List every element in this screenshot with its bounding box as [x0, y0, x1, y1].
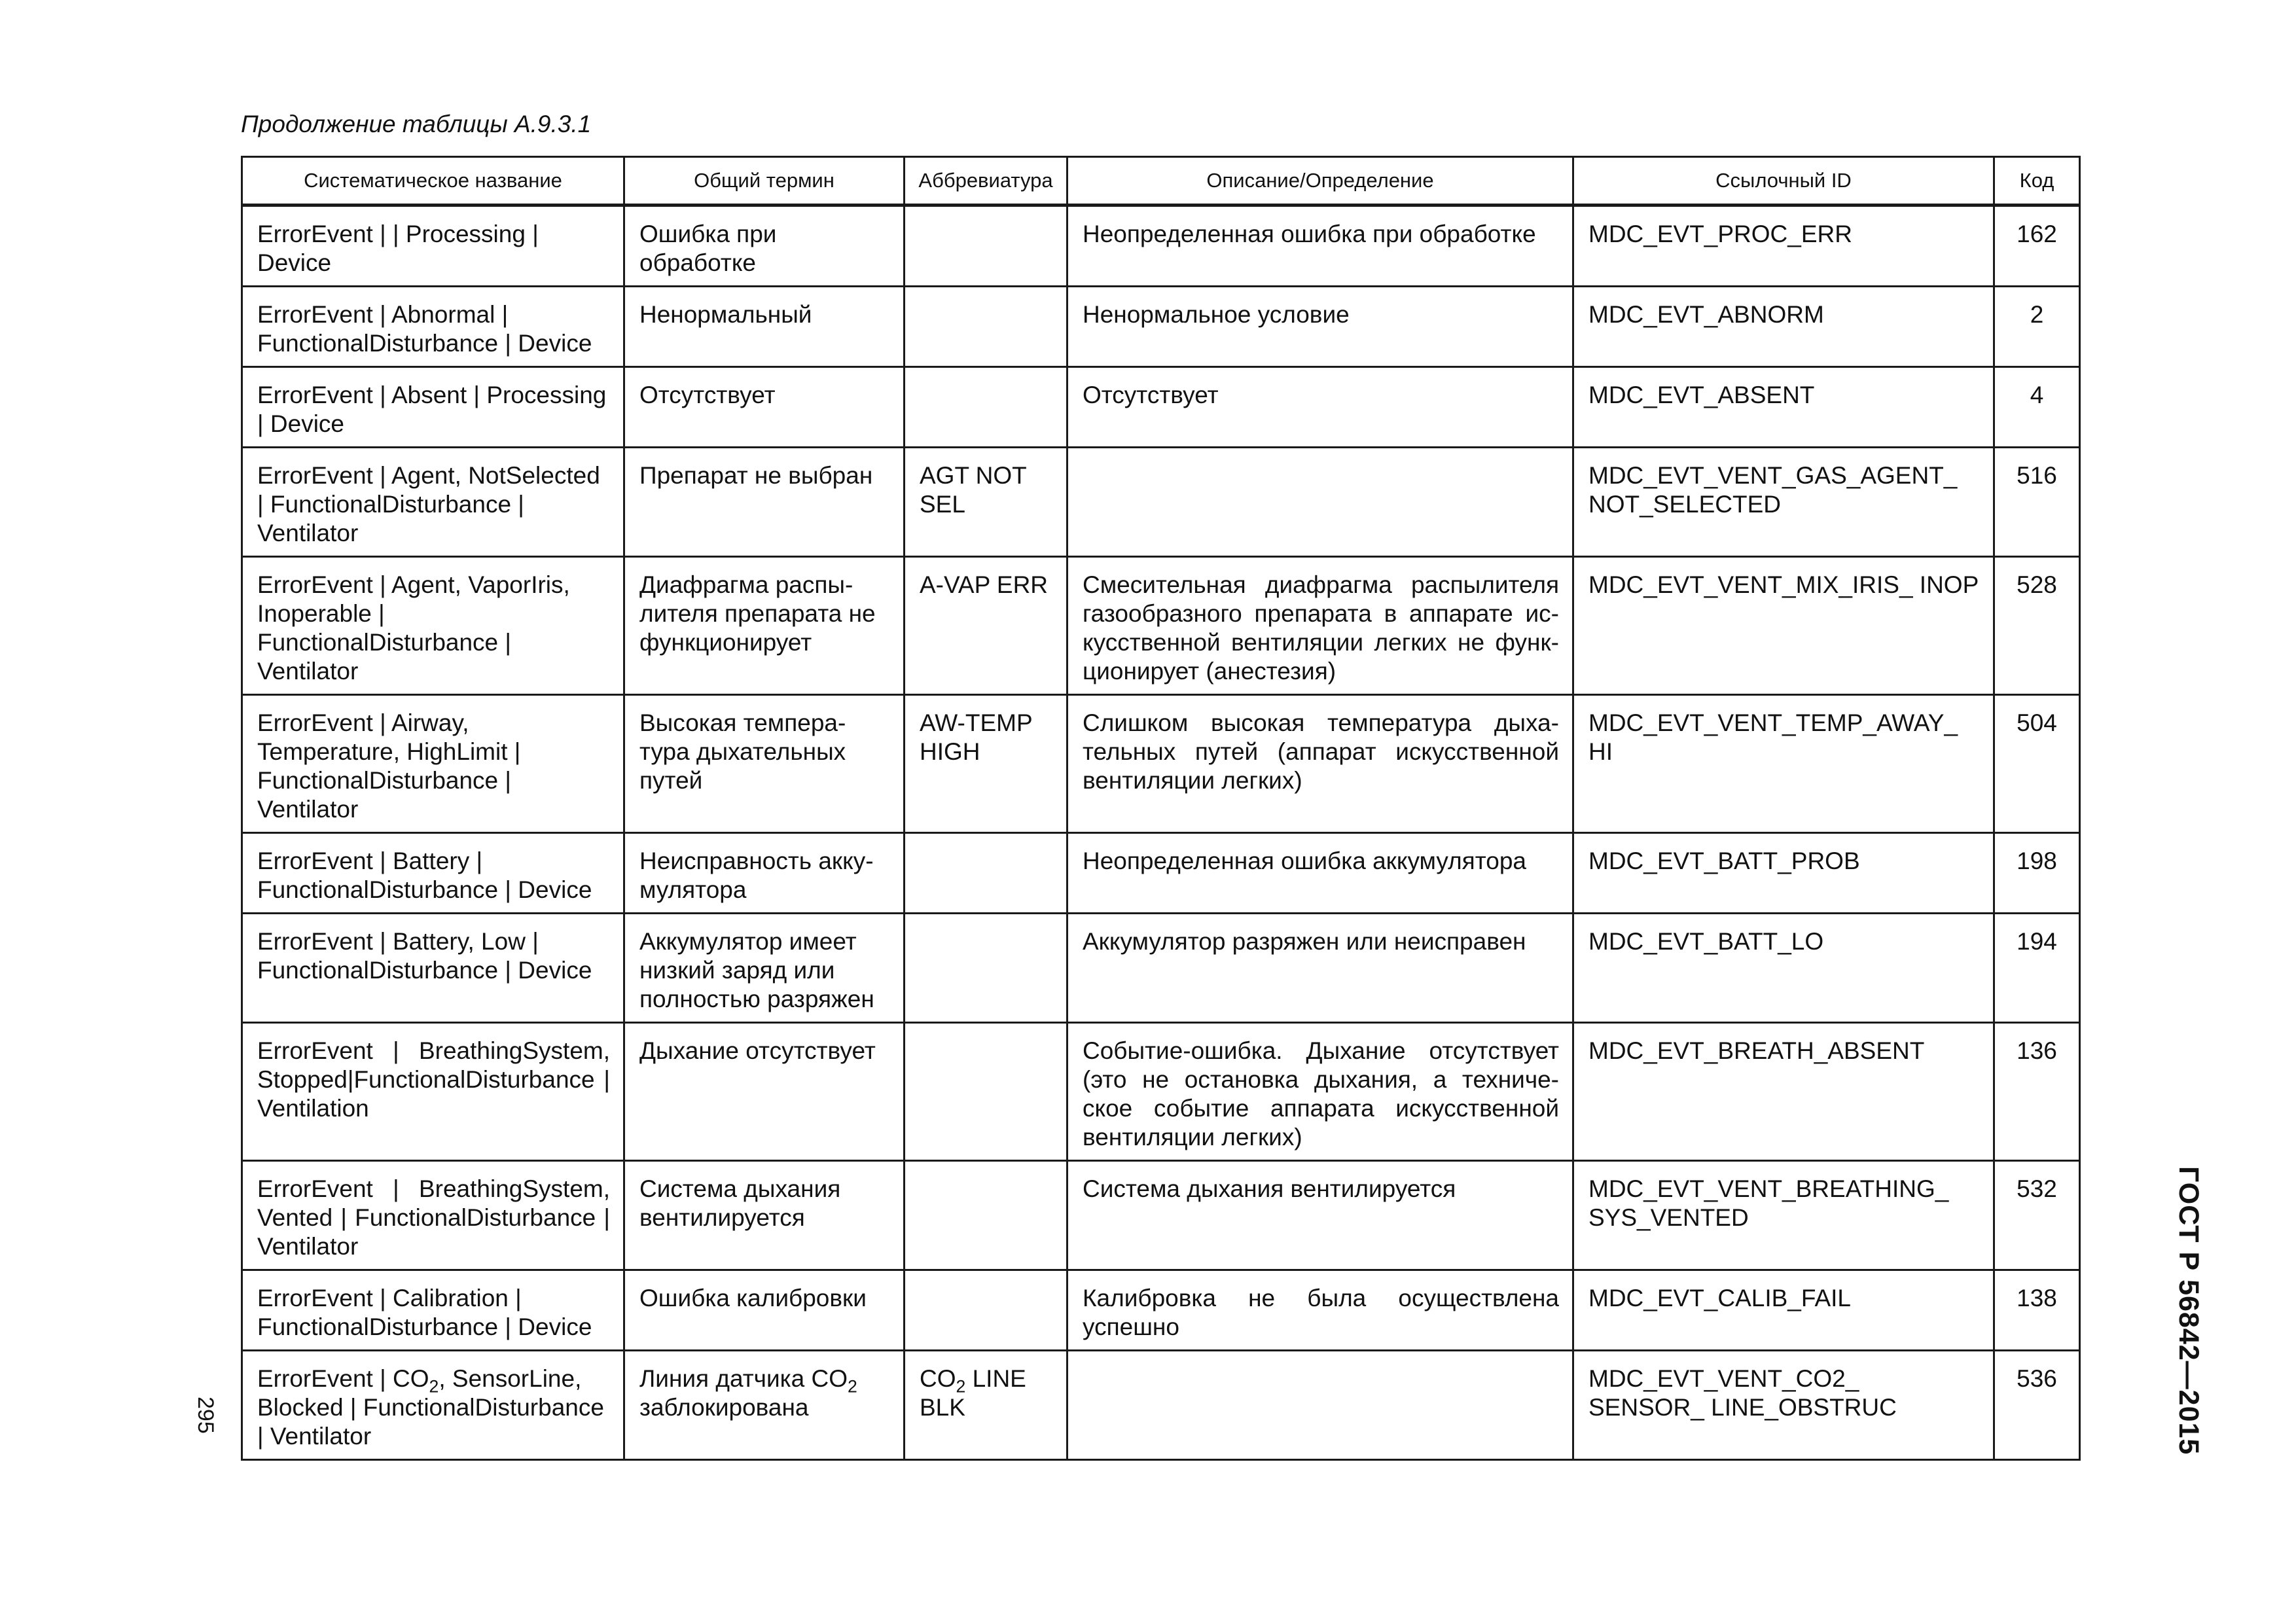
header-common-term: Общий термин [624, 157, 905, 205]
cell-code: 504 [1994, 695, 2080, 833]
cell-reference-id: MDC_EVT_BREATH_ABSENT [1573, 1023, 1994, 1161]
cell-abbreviation [905, 367, 1067, 448]
cell-description: Аккумулятор разряжен или неисправен [1067, 914, 1573, 1023]
subscript: 2 [429, 1376, 439, 1397]
cell-abbreviation: AW-TEMP HIGH [905, 695, 1067, 833]
abbr-text-rest: LINE BLK [920, 1365, 1026, 1421]
cell-code: 136 [1994, 1023, 2080, 1161]
cell-abbreviation [905, 1270, 1067, 1351]
cell-description: Неопределенная ошибка при обработке [1067, 205, 1573, 287]
table-row [242, 1270, 2080, 1351]
cell-reference-id: MDC_EVT_VENT_TEMP_AWAY_ HI [1573, 695, 1994, 833]
header-description: Описание/Определение [1067, 157, 1573, 205]
cell-code: 532 [1994, 1161, 2080, 1270]
table-row [242, 695, 2080, 833]
cell-systematic-name: ErrorEvent | Calibration | FunctionalDisturbance | Device [242, 1270, 624, 1351]
term-text-rest: заблокирована [639, 1394, 809, 1421]
header-reference-id: Ссылочный ID [1573, 157, 1994, 205]
cell-common-term: Ошибка при обработке [624, 205, 905, 287]
cell-systematic-name: ErrorEvent | Airway, Temperature, HighLimit | FunctionalDisturbance | Ventilator [242, 695, 624, 833]
cell-abbreviation: AGT NOT SEL [905, 448, 1067, 557]
cell-description: Система дыхания вентилируется [1067, 1161, 1573, 1270]
abbr-text: CO [920, 1365, 956, 1392]
table-row [242, 367, 2080, 448]
term-text: Линия датчика CO [639, 1365, 848, 1392]
subscript: 2 [956, 1376, 966, 1397]
cell-description: Калибровка не была осуществлена успешно [1067, 1270, 1573, 1351]
cell-common-term: Отсутствует [624, 367, 905, 448]
cell-reference-id: MDC_EVT_CALIB_FAIL [1573, 1270, 1994, 1351]
cell-description [1067, 448, 1573, 557]
table-row [242, 833, 2080, 914]
co2-text: ErrorEvent | CO [257, 1365, 429, 1392]
cell-reference-id: MDC_EVT_ABNORM [1573, 287, 1994, 367]
cell-description [1067, 1351, 1573, 1460]
table-row [242, 1023, 2080, 1161]
table-row [242, 914, 2080, 1023]
table-header-row [242, 157, 2080, 205]
cell-code: 194 [1994, 914, 2080, 1023]
cell-description: Смесительная диафрагма распылителя газообразного препарата в аппарате ис-кусственной вентиляции легких не функ-ционирует (анестезия) [1067, 557, 1573, 695]
document-standard-title: ГОСТ Р 56842—2015 [2173, 1166, 2204, 1455]
cell-common-term: Система дыхания вентилируется [624, 1161, 905, 1270]
table-row [242, 205, 2080, 287]
cell-common-term: Дыхание отсутствует [624, 1023, 905, 1161]
cell-description: Неопределенная ошибка аккумулятора [1067, 833, 1573, 914]
cell-common-term: Препарат не выбран [624, 448, 905, 557]
table-row [242, 1161, 2080, 1270]
cell-common-term: Ошибка калибровки [624, 1270, 905, 1351]
cell-code: 528 [1994, 557, 2080, 695]
cell-systematic-name: ErrorEvent | | Processing | Device [242, 205, 624, 287]
cell-common-term: Ненормальный [624, 287, 905, 367]
subscript: 2 [847, 1376, 857, 1397]
cell-systematic-name: ErrorEvent | Battery, Low | FunctionalDisturbance | Device [242, 914, 624, 1023]
cell-abbreviation [905, 205, 1067, 287]
cell-systematic-name: ErrorEvent | Agent, VaporIris, Inoperable | FunctionalDisturbance | Ventilator [242, 557, 624, 695]
cell-reference-id: MDC_EVT_VENT_MIX_IRIS_ INOP [1573, 557, 1994, 695]
cell-code: 536 [1994, 1351, 2080, 1460]
cell-abbreviation [905, 1351, 1067, 1460]
header-systematic-name: Систематическое название [242, 157, 624, 205]
header-code: Код [1994, 157, 2080, 205]
table-caption: Продолжение таблицы А.9.3.1 [241, 111, 592, 137]
cell-code: 162 [1994, 205, 2080, 287]
error-event-table [241, 156, 2081, 1461]
cell-common-term: Аккумулятор имеет низкий заряд или полностью разряжен [624, 914, 905, 1023]
cell-reference-id: MDC_EVT_VENT_BREATHING_ SYS_VENTED [1573, 1161, 1994, 1270]
header-abbreviation: Аббревиатура [905, 157, 1067, 205]
table-row [242, 448, 2080, 557]
cell-code: 516 [1994, 448, 2080, 557]
cell-abbreviation [905, 287, 1067, 367]
table-row [242, 557, 2080, 695]
cell-abbreviation [905, 1023, 1067, 1161]
cell-reference-id: MDC_EVT_VENT_GAS_AGENT_ NOT_SELECTED [1573, 448, 1994, 557]
cell-description: Отсутствует [1067, 367, 1573, 448]
page-number: 295 [193, 1397, 218, 1434]
cell-common-term: Диафрагма распы-лителя препарата не функционирует [624, 557, 905, 695]
cell-code: 198 [1994, 833, 2080, 914]
cell-systematic-name: ErrorEvent | BreathingSystem, Vented | FunctionalDisturbance | Ventilator [242, 1161, 624, 1270]
cell-reference-id: MDC_EVT_VENT_CO2_ SENSOR_ LINE_OBSTRUC [1573, 1351, 1994, 1460]
cell-reference-id: MDC_EVT_BATT_LO [1573, 914, 1994, 1023]
cell-common-term: Неисправность акку-мулятора [624, 833, 905, 914]
cell-common-term [624, 1351, 905, 1460]
cell-reference-id: MDC_EVT_BATT_PROB [1573, 833, 1994, 914]
cell-code: 138 [1994, 1270, 2080, 1351]
cell-abbreviation [905, 1161, 1067, 1270]
cell-common-term: Высокая темпера-тура дыхательных путей [624, 695, 905, 833]
cell-abbreviation [905, 914, 1067, 1023]
cell-reference-id: MDC_EVT_PROC_ERR [1573, 205, 1994, 287]
cell-description: Слишком высокая температура дыха-тельных путей (аппарат искусственной вентиляции легких) [1067, 695, 1573, 833]
cell-systematic-name [242, 1351, 624, 1460]
sensorline-text: , SensorLine, Blocked | FunctionalDisturbance | Ventilator [257, 1365, 604, 1450]
cell-abbreviation: A-VAP ERR [905, 557, 1067, 695]
cell-description: Событие-ошибка. Дыхание отсутствует (это не остановка дыхания, а техниче-ское событие аппарата искусственной вентиляции легких) [1067, 1023, 1573, 1161]
cell-systematic-name: ErrorEvent | Absent | Processing | Device [242, 367, 624, 448]
cell-systematic-name: ErrorEvent | Agent, NotSelected | FunctionalDisturbance | Ventilator [242, 448, 624, 557]
cell-code: 4 [1994, 367, 2080, 448]
table-row [242, 287, 2080, 367]
cell-description: Ненормальное условие [1067, 287, 1573, 367]
cell-reference-id: MDC_EVT_ABSENT [1573, 367, 1994, 448]
cell-abbreviation [905, 833, 1067, 914]
cell-systematic-name: ErrorEvent | BreathingSystem, Stopped|FunctionalDisturbance | Ventilation [242, 1023, 624, 1161]
cell-systematic-name: ErrorEvent | Battery | FunctionalDisturbance | Device [242, 833, 624, 914]
cell-code: 2 [1994, 287, 2080, 367]
table-row [242, 1351, 2080, 1460]
cell-systematic-name: ErrorEvent | Abnormal | FunctionalDisturbance | Device [242, 287, 624, 367]
